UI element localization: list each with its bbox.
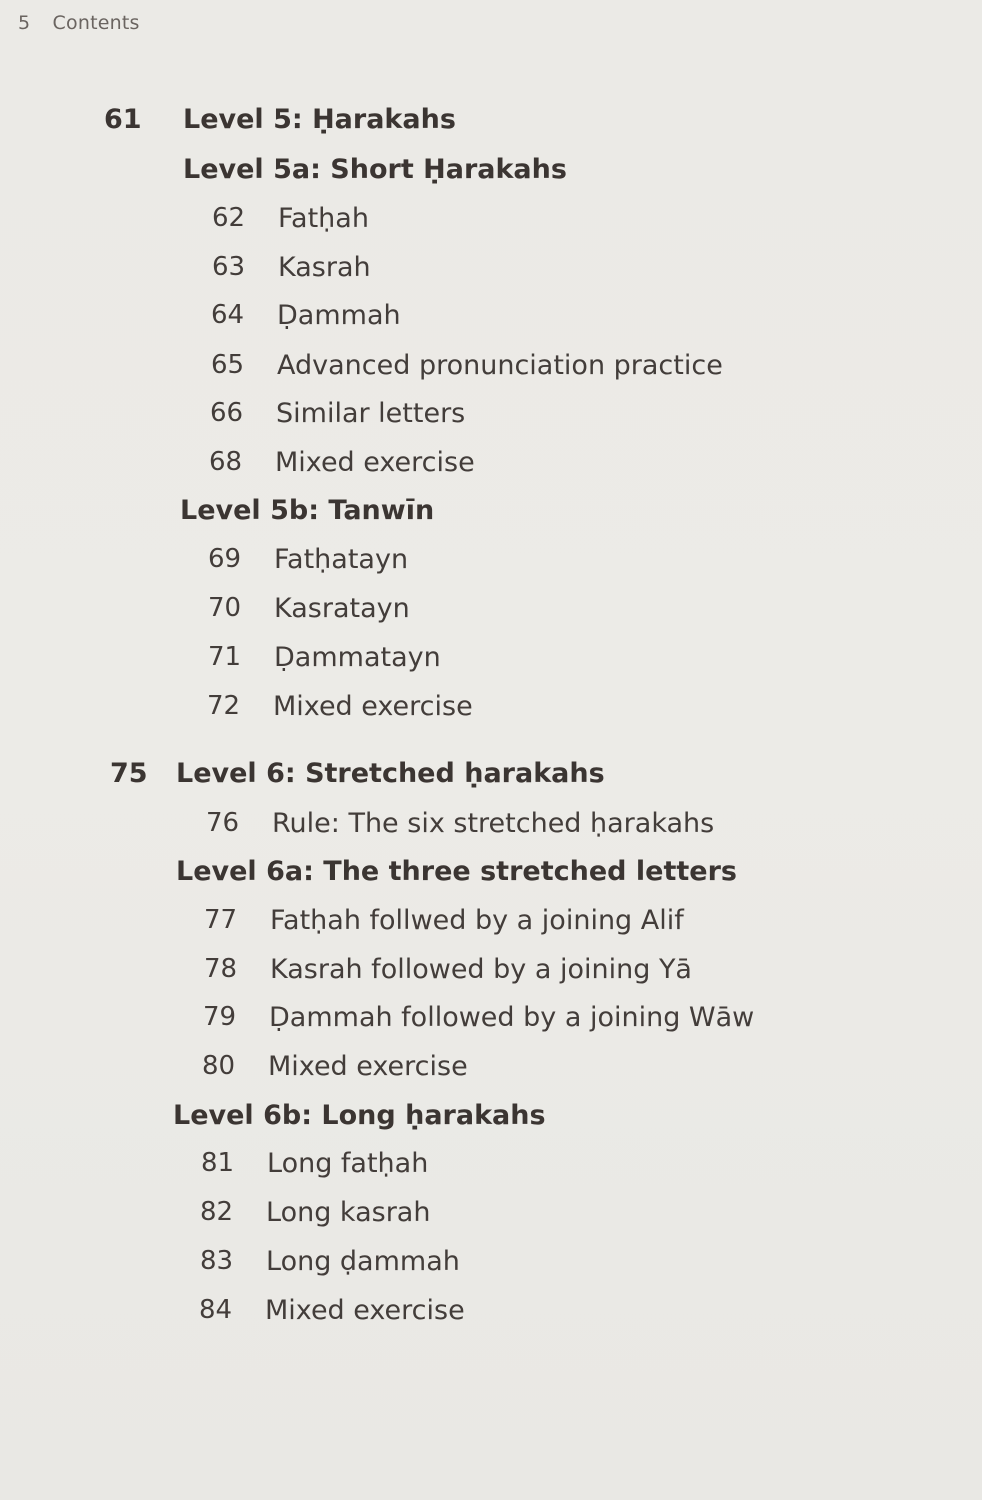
toc-item-page: 65	[211, 350, 245, 380]
toc-item-title: Ḍammah	[277, 300, 401, 331]
toc-sublevel-title: Level 5a: Short Ḥarakahs	[183, 154, 567, 185]
toc-sublevel-6a[interactable]	[176, 858, 737, 885]
toc-sublevel-5b[interactable]	[180, 497, 434, 524]
running-head-page-number: 5	[18, 12, 31, 34]
toc-item-page: 71	[208, 642, 242, 672]
toc-item-title: Kasrah followed by a joining Yā	[270, 954, 692, 985]
running-head	[18, 12, 140, 34]
toc-item-page: 63	[212, 252, 246, 282]
toc-sublevel-title: Level 5b: Tanwīn	[180, 495, 435, 526]
toc-item-page: 83	[200, 1246, 234, 1276]
toc-item-page: 79	[203, 1002, 237, 1032]
toc-sublevel-title: Level 6a: The three stretched letters	[176, 856, 737, 887]
toc-item-title: Fatḥatayn	[274, 544, 409, 575]
toc-item-title: Long fatḥah	[267, 1148, 429, 1179]
toc-item-page: 72	[207, 691, 241, 721]
toc-item-title: Kasratayn	[274, 593, 410, 624]
toc-item-title: Long kasrah	[266, 1197, 431, 1228]
toc-level-6[interactable]	[110, 758, 605, 790]
toc-sublevel-6b[interactable]	[173, 1102, 546, 1129]
toc-level-page: 75	[110, 758, 148, 789]
toc-item-title: Ḍammatayn	[274, 642, 441, 673]
toc-item-page: 84	[199, 1295, 233, 1325]
toc-level-5[interactable]	[104, 106, 524, 136]
toc-item-title: Long ḍammah	[266, 1246, 460, 1277]
toc-item-title: Mixed exercise	[268, 1051, 468, 1082]
toc-item-page: 66	[210, 398, 244, 428]
toc-item-page: 81	[201, 1148, 235, 1178]
toc-item-page: 62	[212, 203, 246, 233]
toc-level-title: Level 5: Ḥarakahs	[183, 104, 456, 135]
toc-item-title: Similar letters	[276, 398, 466, 429]
toc-item-page: 82	[200, 1197, 234, 1227]
toc-level-title: Level 6: Stretched ḥarakahs	[176, 758, 605, 789]
running-head-section: Contents	[52, 12, 140, 34]
toc-item-title: Kasrah	[278, 252, 371, 283]
toc-item-page: 69	[208, 544, 242, 574]
toc-item-title: Mixed exercise	[275, 447, 475, 478]
toc-item-page: 68	[209, 447, 243, 477]
toc-sublevel-5a[interactable]	[183, 156, 567, 183]
toc-sublevel-title: Level 6b: Long ḥarakahs	[173, 1100, 546, 1131]
toc-item-page: 76	[206, 808, 240, 838]
toc-item-title: Fatḥah	[278, 203, 369, 234]
toc-item-title: Mixed exercise	[273, 691, 473, 722]
toc-item-page: 78	[204, 954, 238, 984]
toc-item-page: 70	[208, 593, 242, 623]
toc-item-page: 64	[211, 300, 245, 330]
toc-item-title: Ḍammah followed by a joining Wāw	[269, 1002, 755, 1033]
toc-item-page: 77	[204, 905, 238, 935]
toc-item-title: Advanced pronunciation practice	[277, 350, 723, 381]
toc-level-page: 61	[104, 104, 142, 135]
toc-item-title: Mixed exercise	[265, 1295, 465, 1326]
toc-item-title: Fatḥah follwed by a joining Alif	[270, 905, 684, 936]
toc-item-title: Rule: The six stretched ḥarakahs	[272, 808, 715, 839]
toc-item-page: 80	[202, 1051, 236, 1081]
